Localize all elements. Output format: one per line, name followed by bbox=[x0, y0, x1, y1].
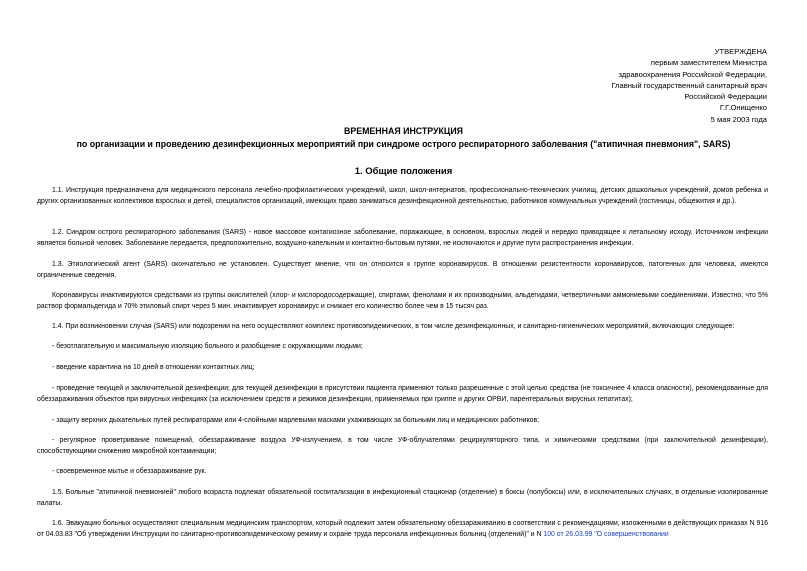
paragraph-1-3: 1.3. Этиологический агент (SARS) окончательно не установлен. Существует мнение, что он относится к группе коронавирусов. В отношении резистентности коронавирусов, патогенных для человека, имеются ограниченные сведения. bbox=[37, 261, 768, 279]
paragraph-1-5: 1.5. Больные "атипичной пневмонией" любого возраста подлежат обязательной госпитализации в инфекционный стационар (отделение) в боксы (полубоксы) или, в исключительных случаях, в отдельные изолированные палаты. bbox=[37, 489, 768, 507]
approval-line: здравоохранения Российской Федерации, bbox=[618, 69, 767, 79]
list-item: - своевременное мытье и обеззараживание рук. bbox=[52, 468, 207, 475]
approval-line: Российской Федерации bbox=[684, 92, 767, 102]
document-subtitle: по организации и проведению дезинфекционных мероприятий при синдроме острого респираторного заболевания ("атипичная пневмония", SARS) bbox=[76, 139, 731, 149]
paragraph-coronavirus: Коронавирусы инактивируются средствами из группы окислителей (хлор- и кислородосодержащие), спиртами, фенолами и их производными, альдегидами, четвертичными аммониевыми соединениями. Известно, что 5% раствор формальдегида и 70% этиловый спирт через 5 мин. инактивирует коронавирус и снижает его количество более чем в 15 тысяч раз. bbox=[37, 292, 768, 310]
list-item: - безотлагательную и максимальную изоляцию больного и разобщение с окружающими людьми; bbox=[52, 343, 363, 350]
order-title-link[interactable]: "О совершенствовании bbox=[594, 530, 669, 538]
list-item: - регулярное проветривание помещений, обеззараживание воздуха УФ-излучением, в том числе УФ-облучателями рециркуляторного типа, и химическими средствами (при заключительной дезинфекции), способствующими снижению микробной контаминации; bbox=[37, 437, 768, 455]
approval-line: Г.Г.Онищенко bbox=[719, 103, 767, 113]
paragraph-1-4: 1.4. При возникновении случая (SARS) или подозрении на него осуществляют комплекс противоэпидемических, в том числе дезинфекционных, и санитарно-гигиенических мероприятий, включающих следующее: bbox=[52, 323, 735, 330]
approval-line: УТВЕРЖДЕНА bbox=[714, 47, 767, 56]
approval-block bbox=[611, 46, 767, 125]
paragraph-1-2: 1.2. Синдром острого респираторного заболевания (SARS) - новое массовое контагиозное заболевание, поражающее, в основном, взрослых людей и нередко приводящее к летальному исходу. Источником инфекции является больной человек. Заболевание передается, предположительно, воздушно-капельным и контактно-бытовым путями, не исключаются и другие пути распространения инфекции. bbox=[37, 229, 768, 247]
approval-line: первым заместителем Министра bbox=[650, 58, 767, 68]
paragraph-1-6-text: 1.6. Эвакуацию больных осуществляют специальным медицинским транспортом, который подлежит затем обязательному обеззараживанию в соответствии с рекомендациями, изложенными в действующих приказах N 916 от 04.03.83 "Об утверждении Инструкции по санитарно-противоэпидемическому режиму и охране труда персонала инфекционных больниц (отделений)" и N bbox=[37, 520, 768, 538]
paragraph-1-6 bbox=[37, 519, 768, 540]
approval-date: 5 мая 2003 года bbox=[710, 114, 767, 124]
list-item: - защиту верхних дыхательных путей респираторами или 4-слойными марлевыми масками ухаживающих за больными лиц и медицинских работников; bbox=[52, 417, 540, 424]
section-heading: 1. Общие положения bbox=[354, 166, 453, 177]
approval-line: Главный государственный санитарный врач bbox=[611, 80, 767, 90]
paragraph-1-1: 1.1. Инструкция предназначена для медицинского персонала лечебно-профилактических учреждений, школ, школ-интернатов, профессионально-технических училищ, детских дошкольных учреждений, домов ребенка и других организованных коллективов взрослых и детей, специалистов организаций, имеющих право заниматься дезинфекционной деятельностью, работников коммунальных учреждений (гостиницы, общежития и др.). bbox=[37, 187, 768, 205]
order-link-100[interactable]: 100 от 26.03.99 bbox=[543, 530, 593, 538]
list-item: - проведение текущей и заключительной дезинфекции; для текущей дезинфекции в присутствии пациента применяют только разрешенные с этой целью средства (не токсичнее 4 класса опасности), рекомендованные для обеззараживания объектов при вирусных инфекциях (за исключением средств и режимов дезинфекции, применяемых при гриппе и других ОРВИ, парентеральных вирусных гепатитах); bbox=[37, 385, 768, 403]
document-title: ВРЕМЕННАЯ ИНСТРУКЦИЯ bbox=[344, 126, 463, 136]
list-item: - введение карантина на 10 дней в отношении контактных лиц; bbox=[52, 364, 255, 371]
